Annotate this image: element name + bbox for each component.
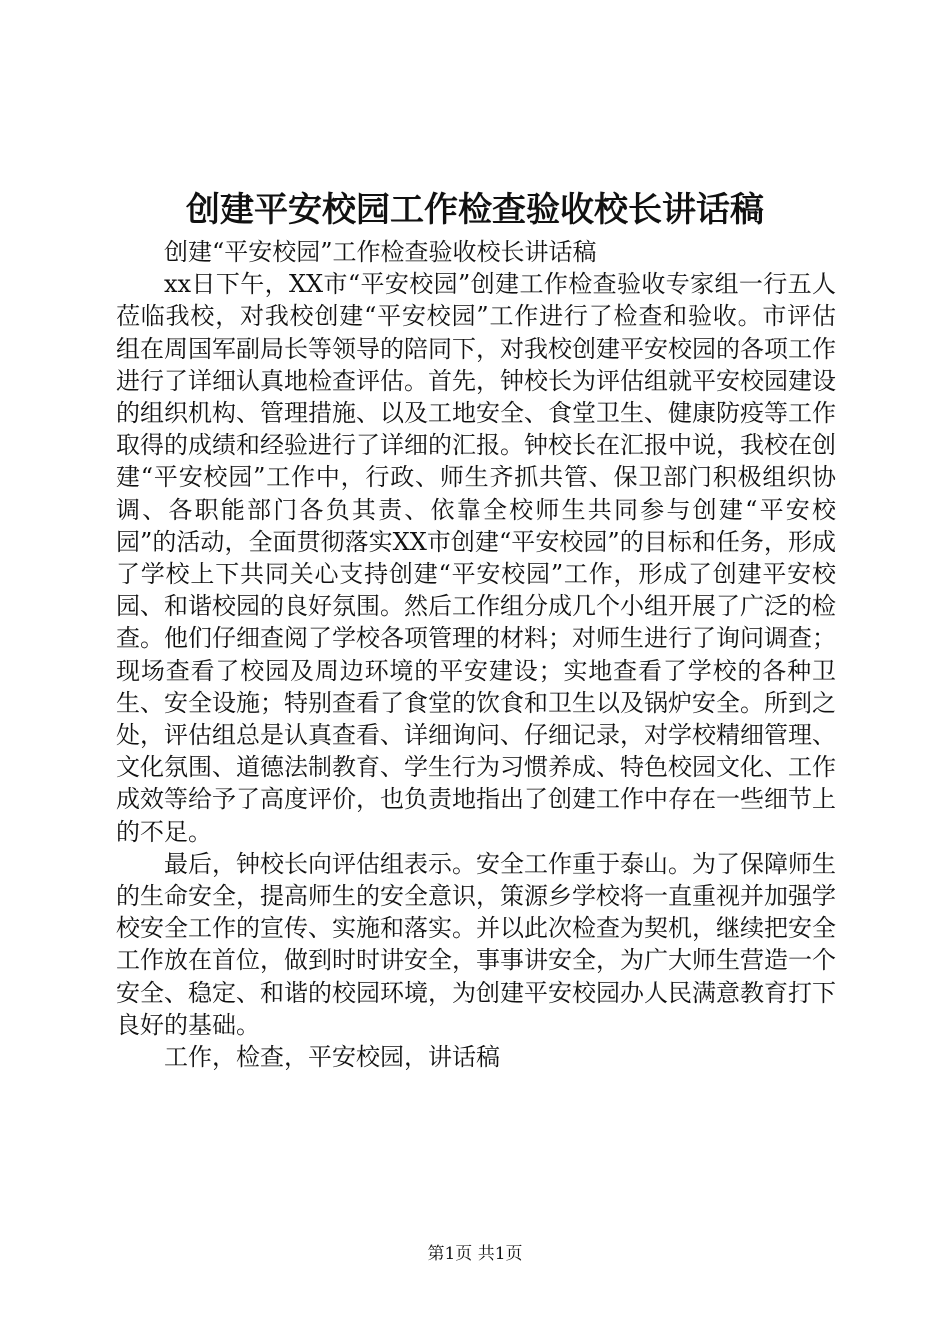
page-footer: 第1页 共1页	[427, 1244, 523, 1264]
subtitle-paragraph: 创建“平安校园”工作检查验收校长讲话稿	[164, 238, 597, 266]
document-body	[116, 236, 836, 1073]
body-paragraph-1: xx日下午，XX市“平安校园”创建工作检查验收专家组一行五人莅临我校，对我校创建“平安校园”工作进行了检查和验收。市评估组在周国军副局长等领导的陪同下，对我校创建平安校园的各项工作进行了详细认真地检查评估。首先，钟校长为评估组就平安校园建设的组织机构、管理措施、以及工地安全、食堂卫生、健康防疫等工作取得的成绩和经验进行了详细的汇报。钟校长在汇报中说，我校在创建“平安校园”工作中，行政、师生齐抓共管、保卫部门积极组织协调、各职能部门各负其责、依靠全校师生共同参与创建“平安校园”的活动，全面贯彻落实XX市创建“平安校园”的目标和任务，形成了学校上下共同关心支持创建“平安校园”工作，形成了创建平安校园、和谐校园的良好氛围。然后工作组分成几个小组开展了广泛的检查。他们仔细查阅了学校各项管理的材料；对师生进行了询问调查；现场查看了校园及周边环境的平安建设；实地查看了学校的各种卫生、安全设施；特别查看了食堂的饮食和卫生以及锅炉安全。所到之处，评估组总是认真查看、详细询问、仔细记录，对学校精细管理、文化氛围、道德法制教育、学生行为习惯养成、特色校园文化、工作成效等给予了高度评价，也负责地指出了创建工作中存在一些细节上的不足。	[116, 270, 836, 846]
document-title: 创建平安校园工作检查验收校长讲话稿	[186, 190, 764, 230]
keywords-paragraph: 工作，检查，平安校园，讲话稿	[164, 1043, 500, 1072]
body-paragraph-2: 最后，钟校长向评估组表示。安全工作重于泰山。为了保障师生的生命安全，提高师生的安全意识，策源乡学校将一直重视并加强学校安全工作的宣传、实施和落实。并以此次检查为契机，继续把安全工作放在首位，做到时时讲安全，事事讲安全，为广大师生营造一个安全、稳定、和谐的校园环境，为创建平安校园办人民满意教育打下良好的基础。	[116, 849, 836, 1039]
